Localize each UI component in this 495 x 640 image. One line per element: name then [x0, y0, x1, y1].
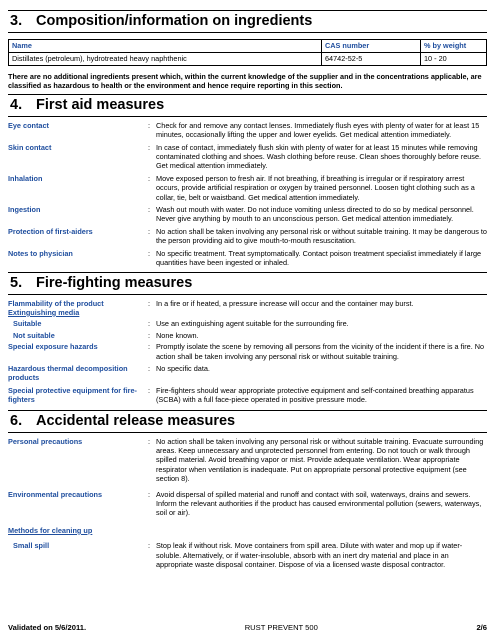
eye-contact-row: Eye contact : Check for and remove any contact lenses. Immediately flush eyes with plenty of water for at least 15 minutes, occasionally lifting the upper and lower eyelids. Get medical attention immediately. [8, 121, 487, 140]
section-5-header [8, 272, 487, 295]
protection-first-aiders-row: Protection of first-aiders : No action shall be taken involving any personal risk or without suitable training. It may be dangerous to the person providing aid to give mouth-to-mouth resuscitation. [8, 226, 487, 246]
section-3-header [8, 10, 487, 33]
field-value: Stop leak if without risk. Move containers from spill area. Dilute with water and mop up if water-soluble. Alternatively, or if water-insoluble, absorb with an inert dry material and place in an appropriate waste disposal container. Dispose of via a licensed waste disposal contractor. [156, 541, 463, 570]
small-spill-row: Small spill : Stop leak if without risk. Move containers from spill area. Dilute with water and mop up if water-soluble. Alternatively, or if water-insoluble, absorb with an inert dry material and place in an appropriate waste disposal container. Dispose of via a licensed waste disposal contractor. [8, 541, 487, 569]
ingestion-row: Ingestion : Wash out mouth with water. Do not induce vomiting unless directed to do so by medical personnel. Never give anything by mouth to an unconscious person. Get medical attention immediately. [8, 205, 487, 224]
column-header-cas: CAS number [322, 40, 421, 53]
field-label: Skin contact [8, 142, 52, 152]
composition-note: There are no additional ingredients present which, within the current knowledge of the supplier and in the concentrations applicable, are classified as hazardous to health or the environment and hence require reporting in this section. [8, 72, 482, 91]
notes-physician-row: Notes to physician : No specific treatment. Treat symptomatically. Contact poison treatment specialist immediately if large quantities have been ingested or inhaled. [8, 249, 487, 268]
environmental-precautions-row: Environmental precautions : Avoid dispersal of spilled material and runoff and contact with soil, waterways, drains and sewers. Inform the relevant authorities if the product has caused environmental pollution (sewers, waterways, soil or air). [8, 490, 487, 518]
section-title: Composition/information on ingredients [36, 13, 313, 29]
inhalation-row: Inhalation : Move exposed person to fresh air. If not breathing, if breathing is irregular or if respiratory arrest occurs, provide artificial respiration or oxygen by trained personnel. Loosen tight clothing such as a collar, tie, belt or waistband. Get medical attention immediately. [8, 174, 487, 202]
field-value: In a fire or if heated, a pressure increase will occur and the container may burst. [156, 298, 414, 308]
field-label: Notes to physician [8, 248, 73, 258]
field-value: No action shall be taken involving any personal risk or without suitable training. It may be dangerous to the person providing aid to give mouth-to-mouth resuscitation. [156, 226, 487, 246]
field-value: Use an extinguishing agent suitable for the surrounding fire. [156, 319, 349, 329]
weight-percent: 10 - 20 [421, 53, 487, 66]
column-header-name: Name [9, 40, 322, 53]
personal-precautions-row: Personal precautions : No action shall be taken involving any personal risk or without suitable training. Evacuate surrounding areas. Keep unnecessary and unprotected personnel from entering. Do not touch or walk through spilled material. Avoid breathing vapor or mist. Provide adequate ventilation. Wear appropriate respirator when ventilation is inadequate. Put on appropriate personal protective equipment (see section 8). [8, 437, 487, 484]
section-number: 5. [10, 274, 23, 291]
validated-date: Validated on 5/6/2011. [8, 623, 87, 632]
section-title: Fire-fighting measures [36, 274, 193, 291]
field-label: Hazardous thermal decomposition products [8, 363, 128, 383]
extinguishing-media-row [8, 308, 487, 317]
methods-cleaning-row [8, 526, 487, 535]
column-header-weight: % by weight [421, 40, 487, 53]
section-number: 3. [10, 13, 23, 29]
not-suitable-row: Not suitable : None known. [8, 331, 487, 340]
composition-table [8, 39, 487, 66]
protective-equipment-row: Special protective equipment for fire-fighters : Fire-fighters should wear appropriate protective equipment and self-contained breathing apparatus (SCBA) with a full face-piece operated in positive pressure mode. [8, 386, 487, 405]
field-label: Protection of first-aiders [8, 226, 93, 236]
flammability-row: Flammability of the product : In a fire or if heated, a pressure increase will occur and the container may burst. [8, 299, 487, 308]
field-label: Small spill [13, 541, 50, 551]
section-title: Accidental release measures [36, 412, 236, 429]
section-title: First aid measures [36, 96, 165, 113]
field-value: No specific data. [156, 363, 210, 373]
hazardous-decomposition-row: Hazardous thermal decomposition products : No specific data. [8, 364, 487, 383]
suitable-row: Suitable : Use an extinguishing agent suitable for the surrounding fire. [8, 319, 487, 328]
field-label: Inhalation [8, 173, 43, 183]
field-label: Not suitable [13, 330, 55, 340]
field-label: Extinguishing media [8, 307, 80, 317]
field-value: Wash out mouth with water. Do not induce vomiting unless directed to do so by medical personnel. Never give anything by mouth to an unconscious person. Get medical attention immediately. [156, 205, 474, 224]
field-label: Eye contact [8, 120, 49, 130]
product-name: RUST PREVENT 500 [244, 623, 318, 632]
field-label: Methods for cleaning up [8, 525, 93, 535]
field-label: Suitable [13, 319, 42, 329]
field-label: Ingestion [8, 205, 41, 215]
field-value: Move exposed person to fresh air. If not breathing, if breathing is irregular or if respiratory arrest occurs, provide artificial respiration or oxygen by trained personnel. Loosen tight clothing such as a collar, tie, belt or waistband. Get medical attention immediately. [156, 173, 475, 202]
field-value: None known. [156, 330, 199, 340]
sds-page [8, 10, 487, 569]
page-footer [8, 623, 487, 632]
field-label: Special protective equipment for fire-fighters [8, 385, 137, 405]
field-value: Promptly isolate the scene by removing all persons from the vicinity of the incident if there is a fire. No action shall be taken involving any personal risk or without suitable training. [156, 342, 485, 361]
field-value: No action shall be taken involving any personal risk or without suitable training. Evacuate surrounding areas. Keep unnecessary and unprotected personnel from entering. Do not touch or walk through spilled material. Avoid breathing vapor or mist. Provide adequate ventilation. Wear appropriate respirator when ventilation is inadequate. Put on appropriate personal protective equipment (see section 8). [156, 436, 484, 484]
special-exposure-row: Special exposure hazards : Promptly isolate the scene by removing all persons from the vicinity of the incident if there is a fire. No action shall be taken involving any personal risk or without suitable training. [8, 342, 487, 361]
field-value: Check for and remove any contact lenses. Immediately flush eyes with plenty of water for at least 15 minutes, occasionally lifting the upper and lower eyelids. Get medical attention immediately. [156, 120, 480, 140]
cas-number: 64742-52-5 [322, 53, 421, 66]
skin-contact-row: Skin contact : In case of contact, immediately flush skin with plenty of water for at least 15 minutes while removing contaminated clothing and shoes. Wash clothing before reuse. Clean shoes thoroughly before reuse. Get medical attention immediately. [8, 143, 487, 171]
section-number: 6. [10, 412, 23, 429]
field-label: Flammability of the product [8, 298, 104, 308]
field-label: Special exposure hazards [8, 342, 98, 352]
table-row [9, 53, 487, 66]
field-label: Personal precautions [8, 436, 83, 446]
field-value: In case of contact, immediately flush skin with plenty of water for at least 15 minutes while removing contaminated clothing and shoes. Wash clothing before reuse. Clean shoes thoroughly before reuse. Get medical attention immediately. [156, 142, 482, 171]
ingredient-name: Distillates (petroleum), hydrotreated heavy naphthenic [9, 53, 322, 66]
section-6-header [8, 410, 487, 433]
field-value: Avoid dispersal of spilled material and runoff and contact with soil, waterways, drains and sewers. Inform the relevant authorities if the product has caused environmental pollution (sewers, waterways, soil or air). [156, 489, 482, 518]
table-header-row [9, 40, 487, 53]
field-label: Environmental precautions [8, 489, 103, 499]
field-value: No specific treatment. Treat symptomatically. Contact poison treatment specialist immediately if large quantities have been ingested or inhaled. [156, 248, 482, 268]
section-4-header [8, 94, 487, 117]
section-number: 4. [10, 96, 23, 113]
page-number: 2/6 [476, 623, 487, 632]
field-value: Fire-fighters should wear appropriate protective equipment and self-contained breathing apparatus (SCBA) with a full face-piece operated in positive pressure mode. [156, 385, 474, 405]
